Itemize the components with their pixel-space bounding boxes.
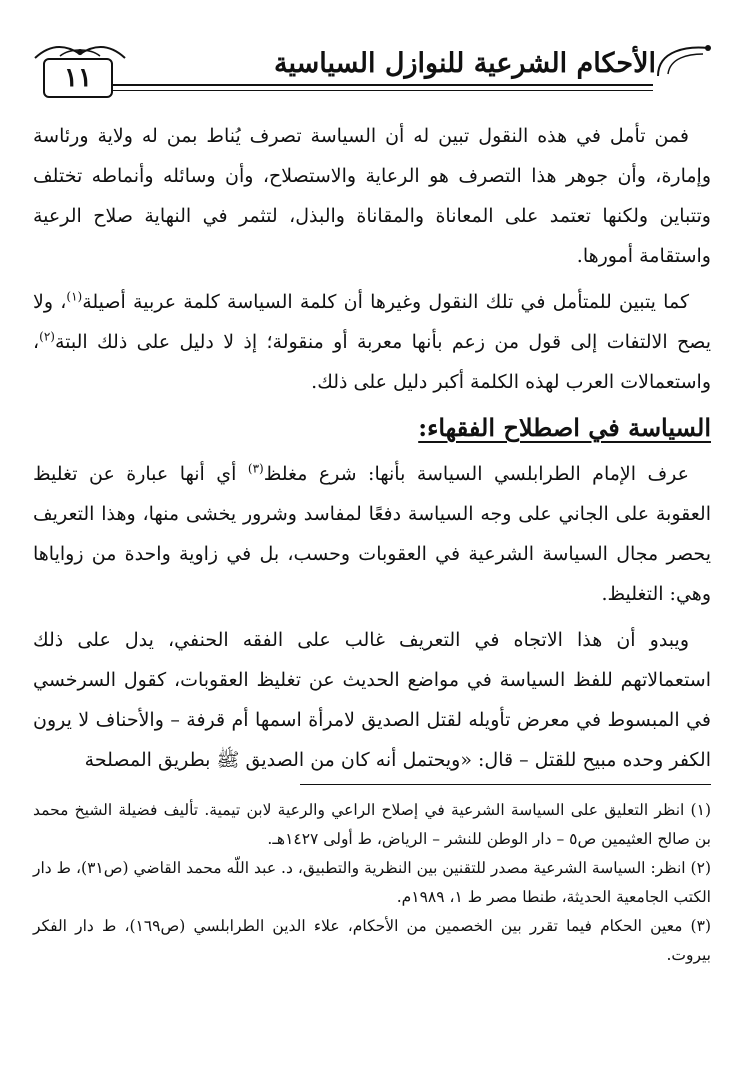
footnotes — [33, 796, 711, 970]
running-header-title: الأحكام الشرعية للنوازل السياسية — [274, 48, 656, 79]
page-number: ١١ — [43, 58, 113, 98]
ornament-right-icon — [648, 40, 718, 80]
header-rule — [113, 84, 653, 86]
section-heading: السياسة في اصطلاح الفقهاء: — [418, 413, 711, 442]
paragraph-3: عرف الإمام الطرابلسي السياسة بأنها: شرع مغلظ$^{(٣)}$ أي أنها عبارة عن تغليظ العقوبة على الجاني على وجه السياسة دفعًا لمفاسد وشرور يخشى منها، وهذا التعريف يحصر مجال السياسة الشرعية في العقوبات وحسب، بل في زاوية واحدة من زواياها وهي: التغليظ. — [33, 461, 711, 605]
footnote-3: (٣) معين الحكام فيما تقرر بين الخصمين من الأحكام، علاء الدين الطرابلسي (ص١٦٩)، ط دار الفكر بيروت. — [33, 917, 711, 964]
footnote-ref-2: (٢) — [39, 329, 55, 344]
footnote-ref-3: (٣) — [247, 461, 264, 476]
paragraph-4: ويبدو أن هذا الاتجاه في التعريف غالب على الفقه الحنفي، يدل على ذلك استعمالاتهم للفظ السياسة في مواضع الحديث عن تغليظ العقوبات، كقول السرخسي في المبسوط في معرض تأويله لقتل الصديق لامرأة اسمها أم قرفة – والأحناف لا يرون الكفر وحده مبيح للقتل – قال: «ويحتمل أنه كان من الصديق ﷺ بطريق المصلحة — [33, 629, 711, 771]
footnote-2: (٢) انظر: السياسة الشرعية مصدر للتقنين بين النظرية والتطبيق، د. عبد اللّه محمد القاضي (ص٣١)، ط دار الكتب الجامعية الحديثة، طنطا مصر ط ١، ١٩٨٩م. — [33, 859, 711, 906]
header-rule-thin — [113, 90, 653, 91]
main-text — [33, 116, 711, 786]
footnote-separator — [300, 784, 711, 785]
paragraph-1: فمن تأمل في هذه النقول تبين له أن السياسة تصرف يُناط بمن له ولاية ورئاسة وإمارة، وأن جوهر هذا التصرف هو الرعاية والاستصلاح، وأن وسائله وأنماطه تختلف وتتباين ولكنها تعتمد على المعاناة والمقاناة والبذل، لتثمر في النهاية صلاح الرعية واستقامة أمورها. — [33, 125, 711, 267]
paragraph-2: كما يتبين للمتأمل في تلك النقول وغيرها أن كلمة السياسة كلمة عربية أصيلة$^{(١)}$، ولا يصح الالتفات إلى قول من زعم بأنها معربة أو منقولة؛ إذ لا دليل على ذلك البتة$^{(٢)}$، واستعمالات العرب لهذه الكلمة أكبر دليل على ذلك. — [33, 289, 711, 393]
footnote-ref-1: (١) — [66, 289, 83, 304]
footnote-1: (١) انظر التعليق على السياسة الشرعية في إصلاح الراعي والرعية لابن تيمية. تأليف فضيلة الشيخ محمد بن صالح العثيمين ص٥ – دار الوطن للنشر – الرياض، ط أولى ١٤٢٧هـ. — [33, 801, 711, 848]
